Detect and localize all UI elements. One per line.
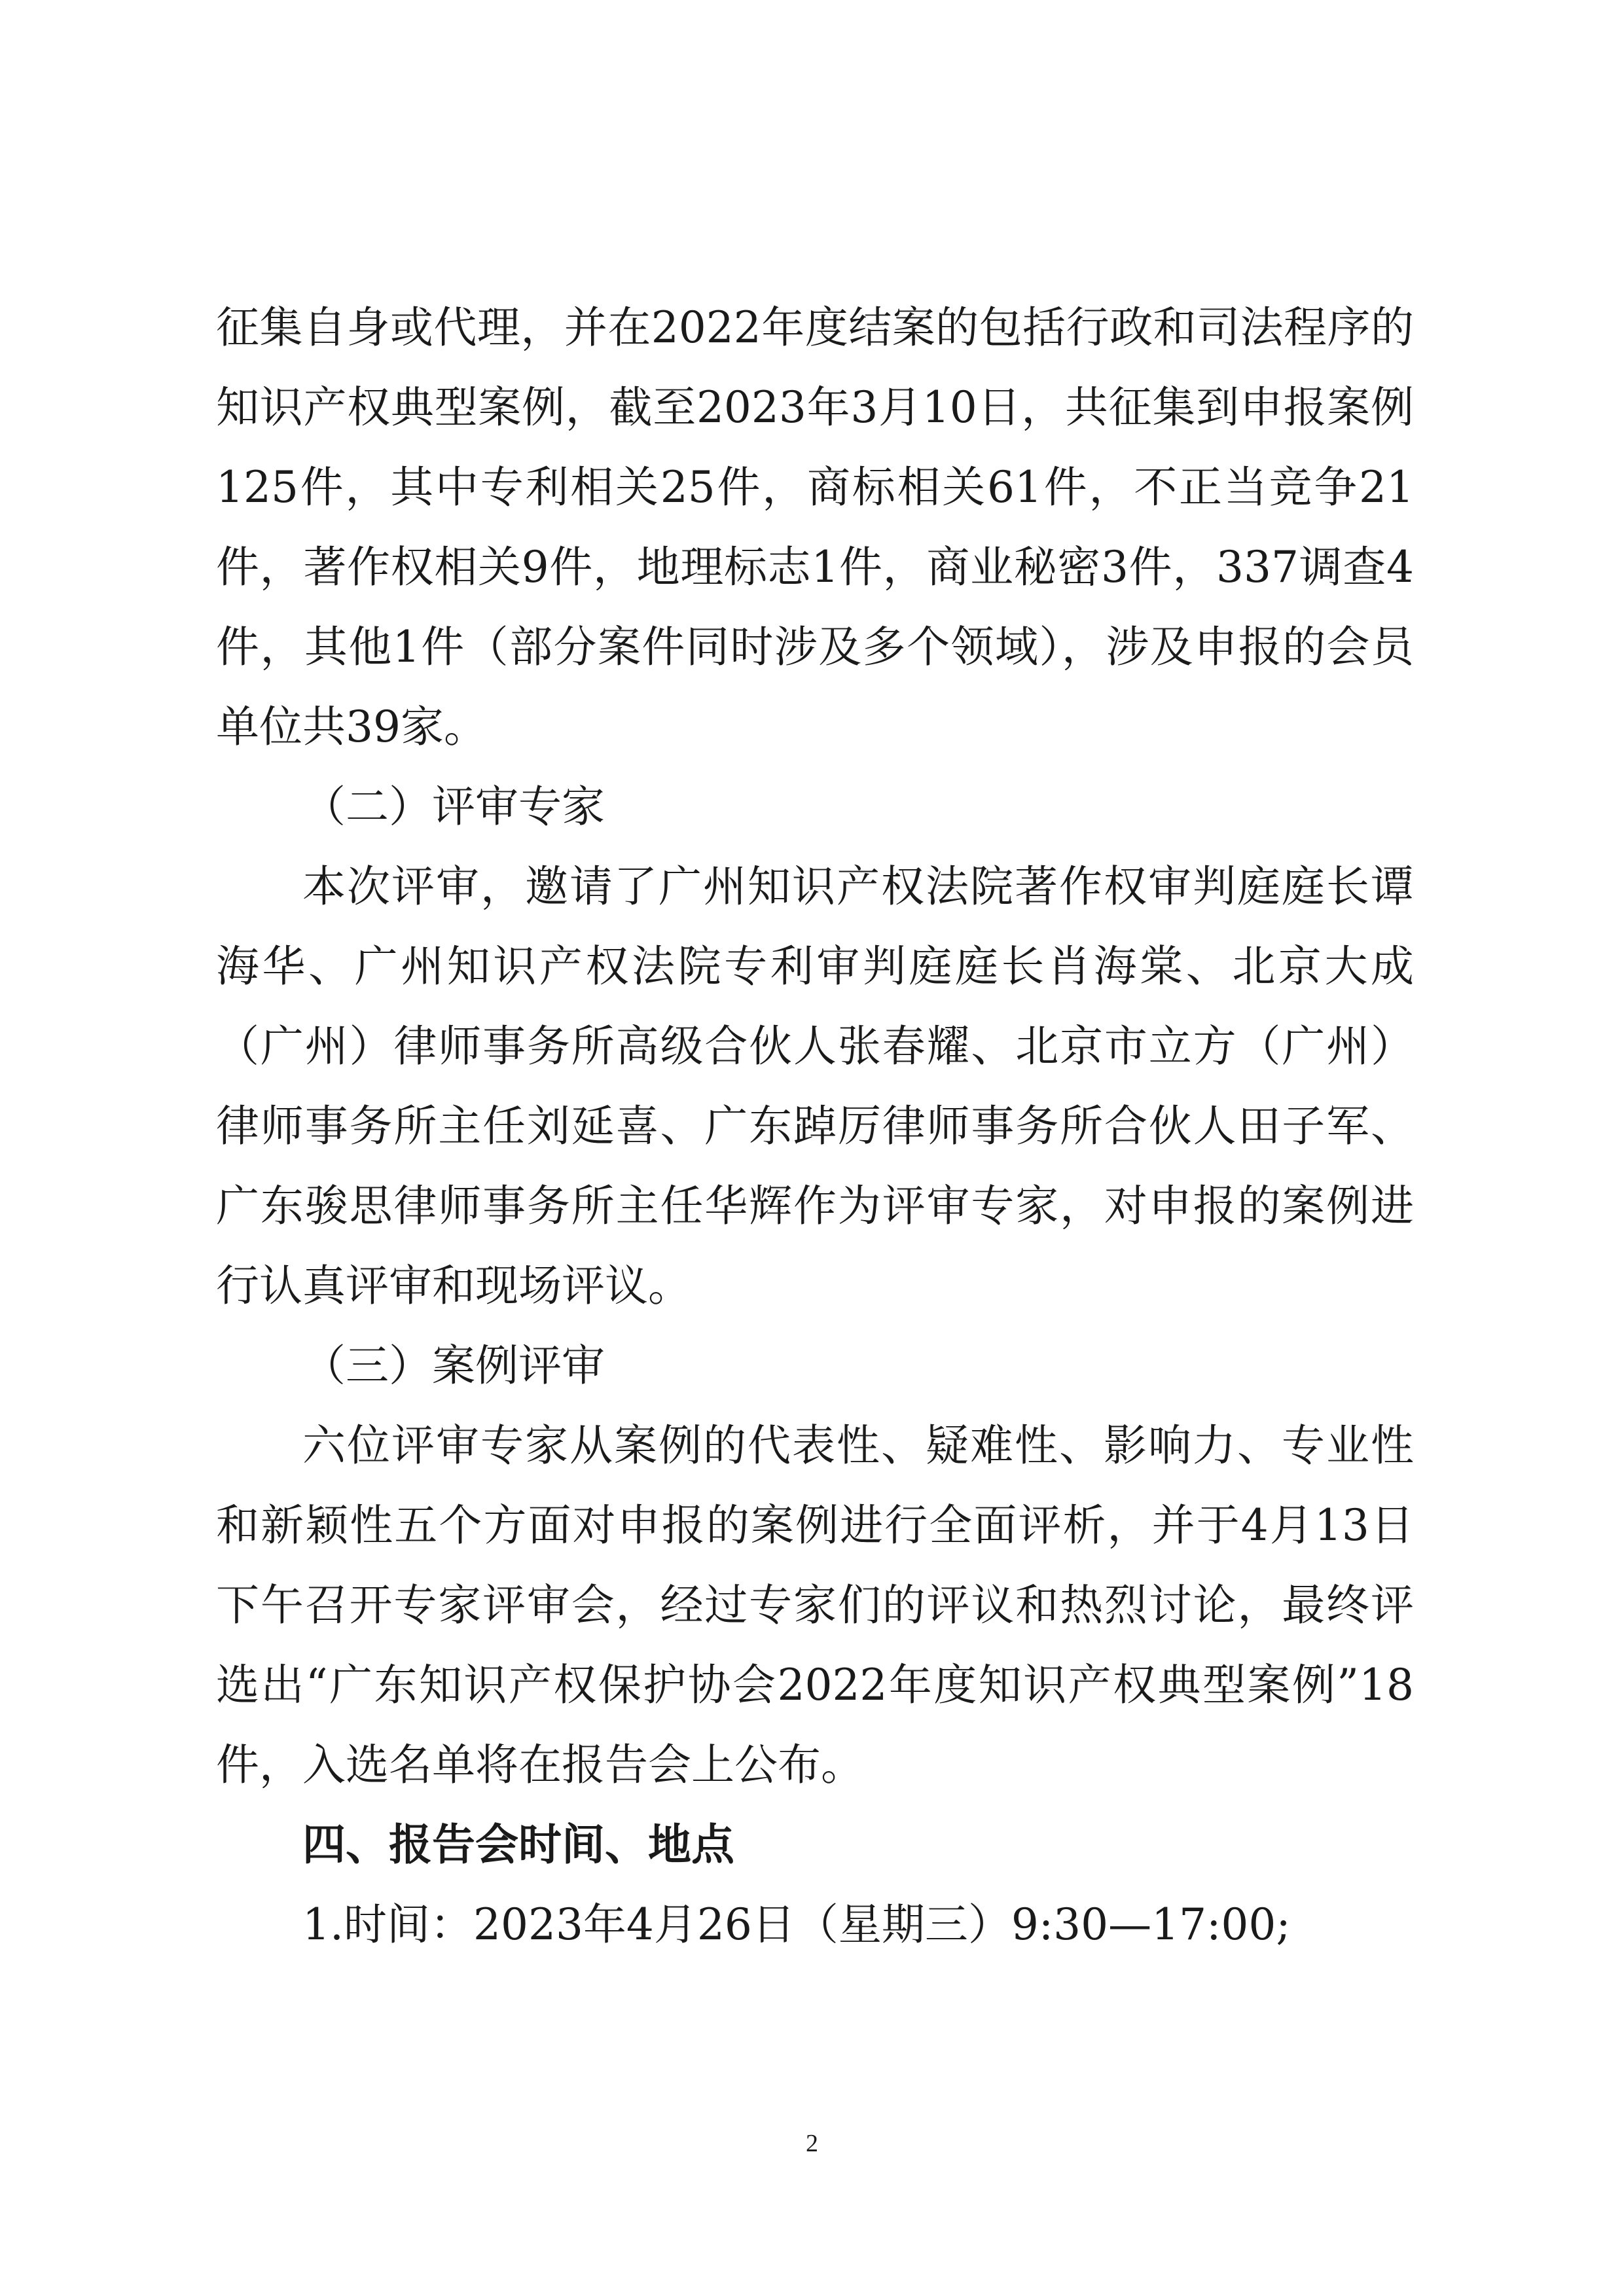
report-time-item: 1.时间：2023年4月26日（星期三）9:30—17:00; — [302, 1899, 1291, 1950]
case-review-subheading: （三）案例评审 — [302, 1340, 605, 1391]
report-time-location-heading: 四、报告会时间、地点 — [302, 1820, 734, 1870]
review-experts-paragraph: 本次评审，邀请了广州知识产权法院著作权审判庭庭长谭海华、广州知识产权法院专利审判庭庭长肖海棠、北京大成（广州）律师事务所高级合伙人张春耀、北京市立方（广州）律师事务所主任刘延喜、广东踔厉律师事务所合伙人田子军、广东骏思律师事务所主任华辉作为评审专家，对申报的案例进行认真评审和现场评议。 — [216, 861, 1414, 1311]
document-body — [216, 288, 1414, 1965]
case-collection-paragraph: 征集自身或代理，并在2022年度结案的包括行政和司法程序的知识产权典型案例，截至2023年3月10日，共征集到申报案例125件，其中专利相关25件，商标相关61件，不正当竞争21件，著作权相关9件，地理标志1件，商业秘密3件，337调查4件，其他1件（部分案件同时涉及多个领域），涉及申报的会员单位共39家。 — [216, 302, 1414, 752]
case-review-paragraph: 六位评审专家从案例的代表性、疑难性、影响力、专业性和新颖性五个方面对申报的案例进行全面评析，并于4月13日下午召开专家评审会，经过专家们的评议和热烈讨论，最终评选出“广东知识产权保护协会2022年度知识产权典型案例”18件，入选名单将在报告会上公布。 — [216, 1420, 1414, 1790]
review-experts-subheading: （二）评审专家 — [302, 781, 605, 832]
page-number: 2 — [806, 2130, 818, 2157]
